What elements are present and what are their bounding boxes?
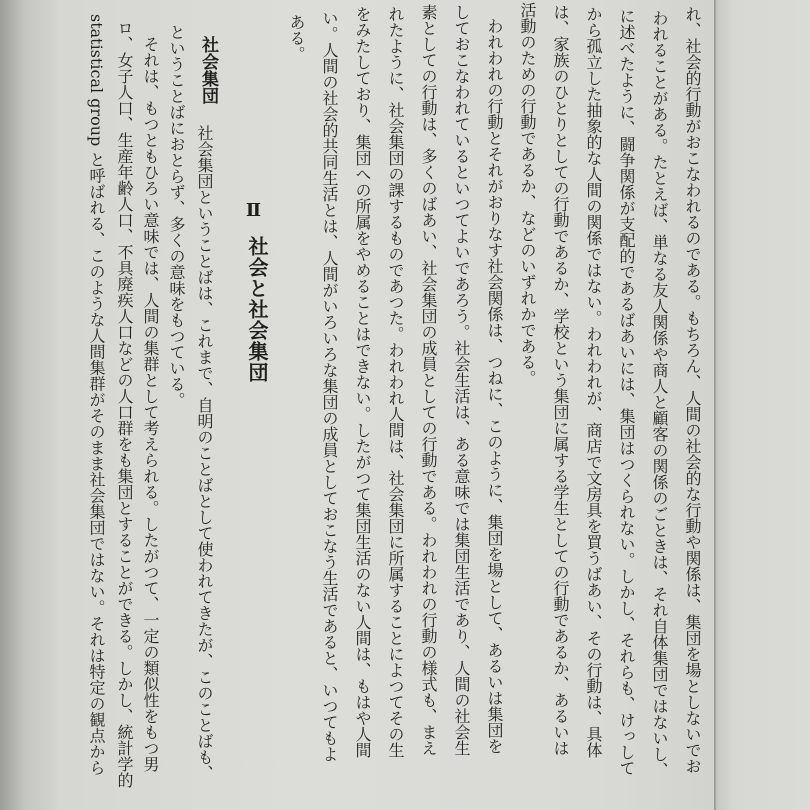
page-edge xyxy=(714,0,810,810)
text-column: に述べたように、闘争関係が支配的であるばあいには、集団はつくられない。しかし、それらも、けっして xyxy=(617,8,636,776)
text-column: い。人間の社会的共同生活とは、人間がいろいろな集団の成員としておこなう生活であると、いつてもよ xyxy=(320,10,339,762)
text-column: れ、社会的行動がおこなわれるのである。もちろん、人間の社会的な行動や関係は、集団を場としないでお xyxy=(683,6,702,774)
text-column: しておこなわれているといつてよいであろう。社会生活は、ある意味では集団生活であり、人間の社会生 xyxy=(452,4,471,756)
text-column: 社会集団ということばは、これまで、自明のことばとして使われてきたが、このことばも、 xyxy=(195,125,214,781)
text-column: は、家族のひとりとしての行動であるか、学校という集団に属する学生としての行動であるか、あるいは xyxy=(551,4,570,756)
text-column: statistical group と呼ばれる、このような人間集群がそのまま社会集団ではない。それは特定の観点から xyxy=(87,14,106,776)
text-column: から孤立した抽象的な人間の関係ではない。われわれが、商店で文房具を買うばあい、その行動は、具体 xyxy=(584,6,603,758)
text-column: それは、もつともひろい意味では、人間の集群として考えられる。したがつて、一定の類似性をもつ男 xyxy=(141,20,160,772)
section-title: 社会と社会集団 xyxy=(245,236,269,383)
text-column: れたように、社会集団の課するものであつた。われわれ人間は、社会集団に所属することによつてその生 xyxy=(386,6,405,758)
text-column: われることがある。たとえば、単なる友人関係や商人と顧客の関係のごときは、それ自体集団ではないし、 xyxy=(650,10,669,778)
text-column: 活動のための行動であるか、などのいずれかである。 xyxy=(518,2,537,386)
text-column: われわれの行動とそれがおりなす社会関係は、つねに、このように、集団を場として、あるいは集団を xyxy=(485,2,504,754)
subheading: 社会集団 xyxy=(198,36,218,104)
text-column: ある。 xyxy=(287,14,306,62)
section-number: Ⅱ xyxy=(243,200,264,221)
text-column: をみたしており、集団への所属をやめることはできない。したがつて集団生活のない人間は、もはや人間 xyxy=(353,6,372,758)
text-column: ロ、女子人口、生産年齢人口、不具廃疾人口などの人口群をも集団とすることができる。しかし、統計学的 xyxy=(115,20,134,788)
text-column: 素としての行動は、多くのばあい、社会集団の成員としての行動である。われわれの行動の様式も、まえ xyxy=(419,4,438,756)
text-column: ということばにおとらず、多くの意味をもつている。 xyxy=(167,24,186,408)
